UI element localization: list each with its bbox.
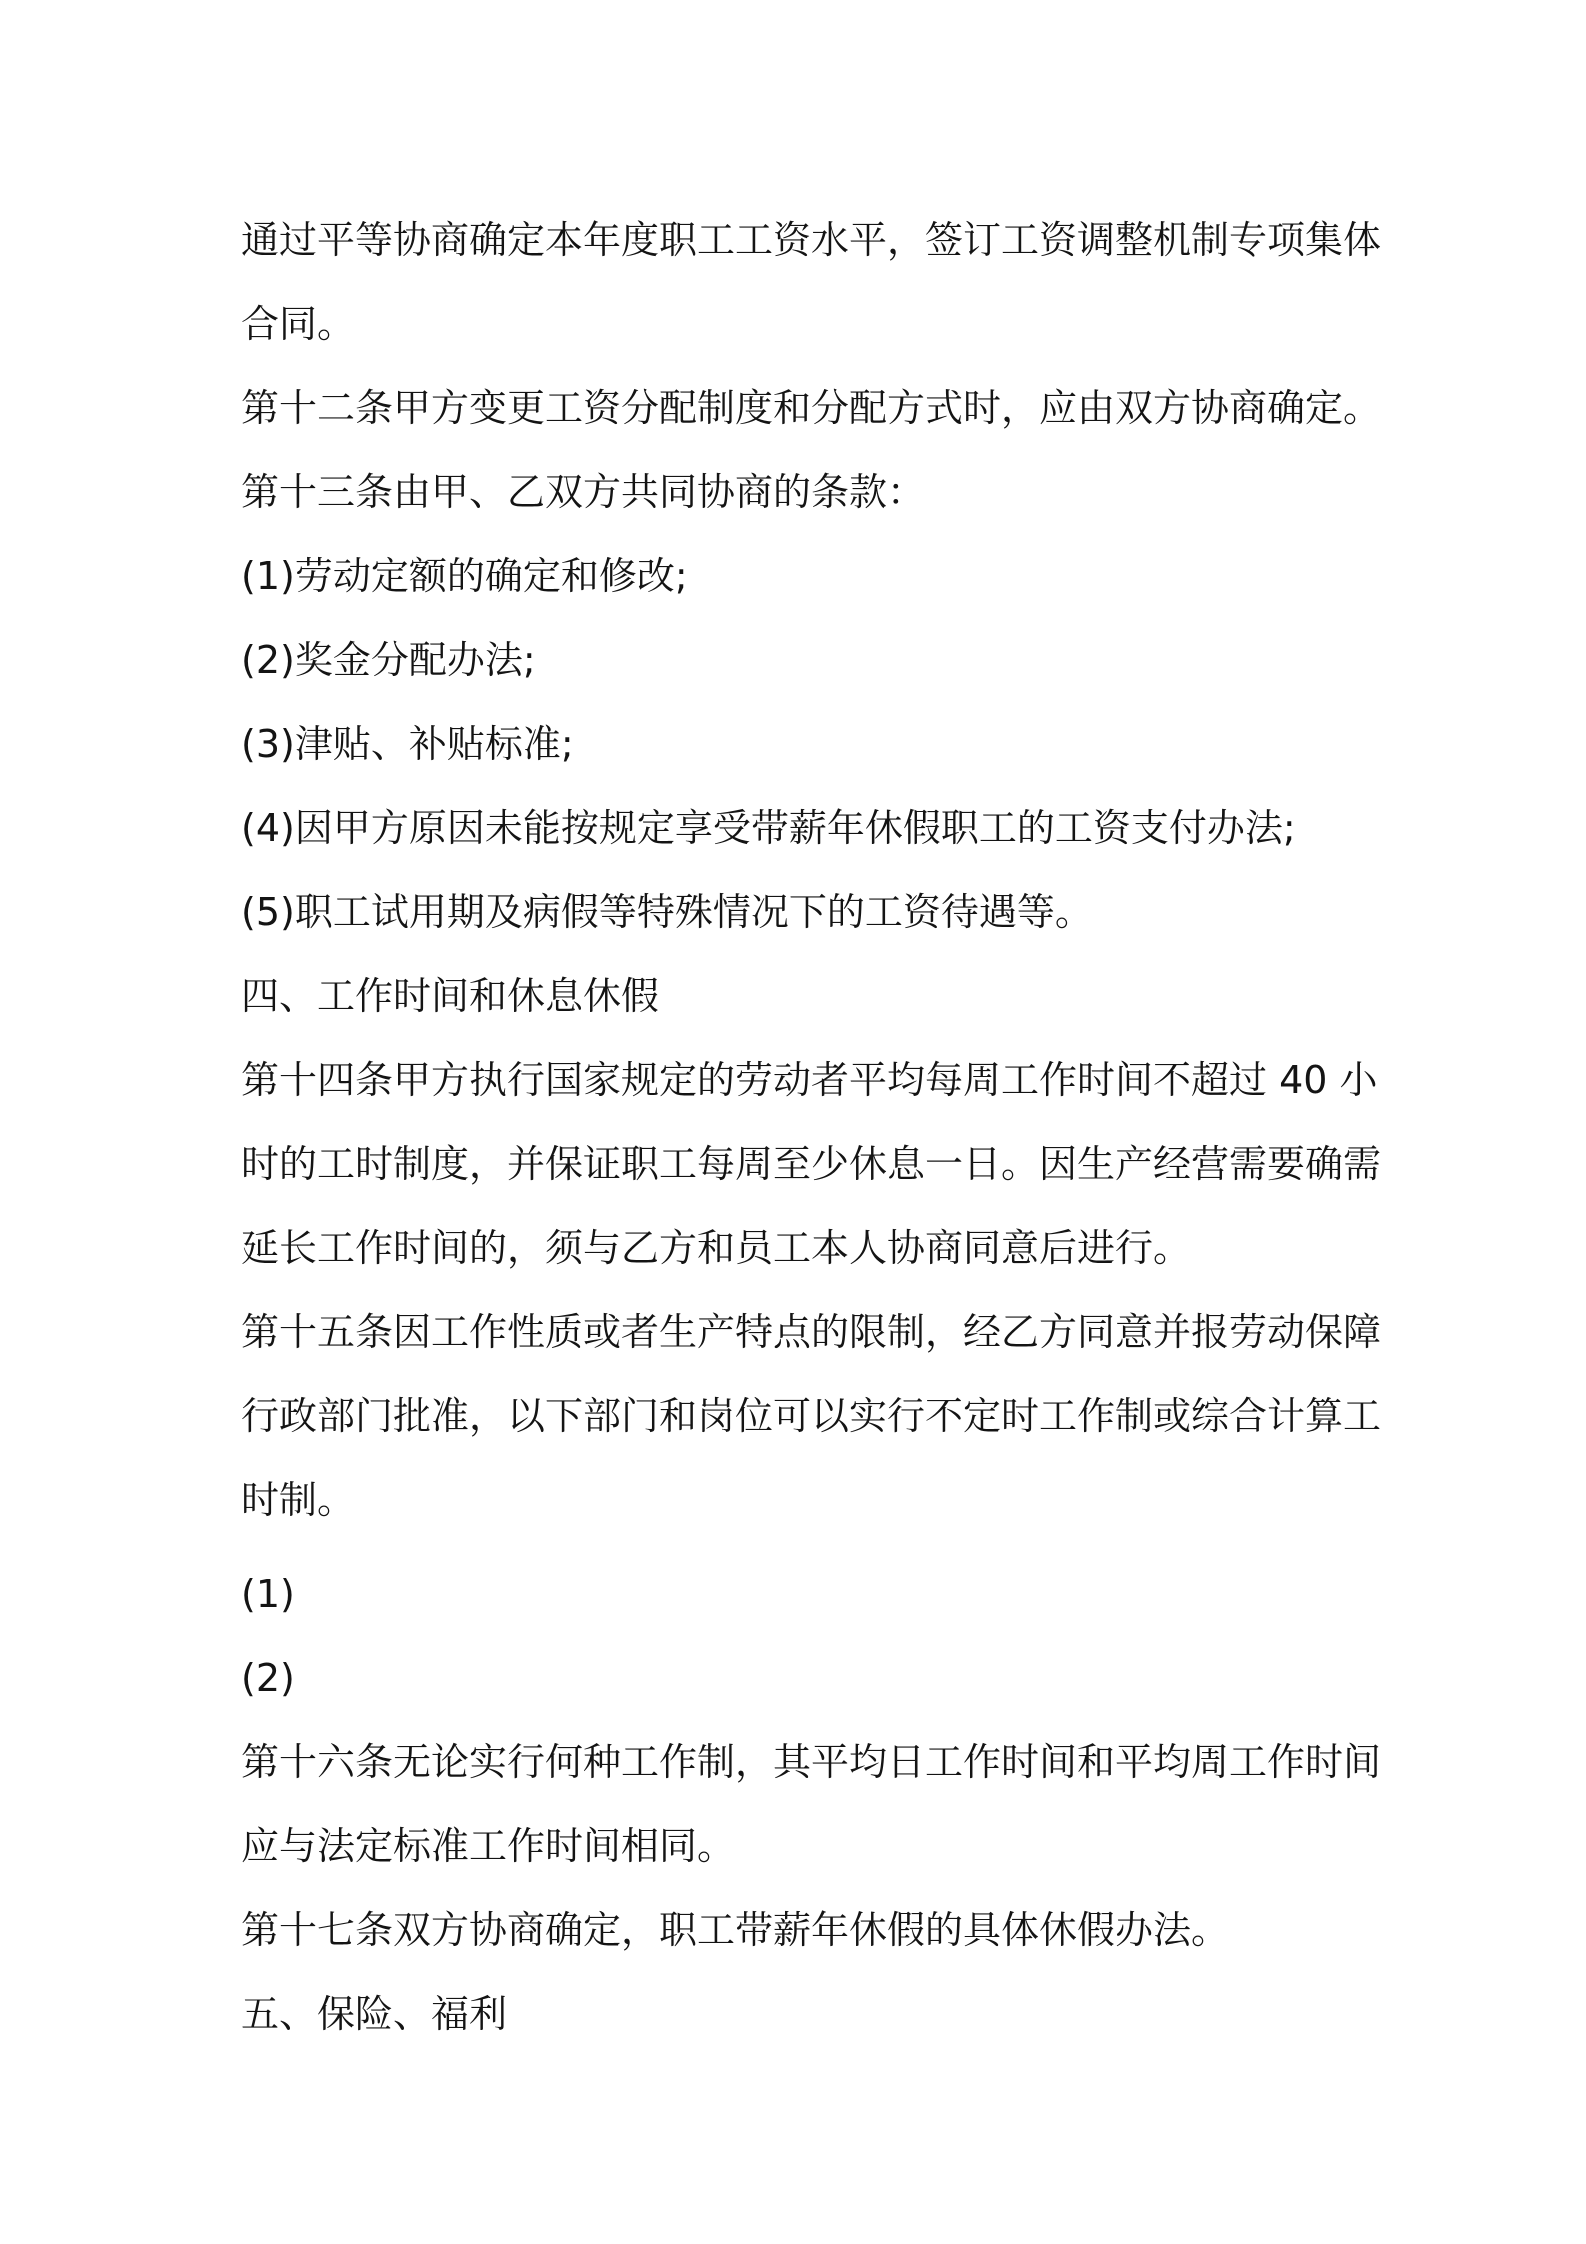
article-14-line: 时的工时制度，并保证职工每周至少休息一日。因生产经营需要确需 bbox=[241, 1142, 1382, 1186]
article-14-line: 第十四条甲方执行国家规定的劳动者平均每周工作时间不超过 40 小 bbox=[241, 1058, 1378, 1102]
list-item-blank-2: (2) bbox=[241, 1656, 295, 1700]
list-item-2: (2)奖金分配办法; bbox=[241, 638, 536, 682]
article-16-line: 第十六条无论实行何种工作制，其平均日工作时间和平均周工作时间 bbox=[241, 1740, 1382, 1784]
article-17-line: 第十七条双方协商确定，职工带薪年休假的具体休假办法。 bbox=[241, 1908, 1230, 1952]
article-14-line: 延长工作时间的，须与乙方和员工本人协商同意后进行。 bbox=[241, 1226, 1192, 1270]
spacer bbox=[241, 1542, 1356, 1552]
article-15-line: 行政部门批准，以下部门和岗位可以实行不定时工作制或综合计算工 bbox=[241, 1394, 1382, 1438]
section-heading-5: 五、保险、福利 bbox=[241, 1992, 508, 2036]
paragraph-line: 通过平等协商确定本年度职工工资水平，签订工资调整机制专项集体 bbox=[241, 218, 1382, 262]
article-16-line: 应与法定标准工作时间相同。 bbox=[241, 1824, 736, 1868]
list-item-5: (5)职工试用期及病假等特殊情况下的工资待遇等。 bbox=[241, 890, 1093, 934]
list-item-1: (1)劳动定额的确定和修改; bbox=[241, 554, 688, 598]
list-item-3: (3)津贴、补贴标准; bbox=[241, 722, 574, 766]
paragraph-line: 合同。 bbox=[241, 302, 356, 346]
article-15-line: 时制。 bbox=[241, 1478, 356, 1522]
article-15-line: 第十五条因工作性质或者生产特点的限制，经乙方同意并报劳动保障 bbox=[241, 1310, 1382, 1354]
list-item-blank-1: (1) bbox=[241, 1572, 295, 1616]
article-12-line: 第十二条甲方变更工资分配制度和分配方式时，应由双方协商确定。 bbox=[241, 386, 1382, 430]
section-heading-4: 四、工作时间和休息休假 bbox=[241, 974, 660, 1018]
article-13-line: 第十三条由甲、乙双方共同协商的条款： bbox=[241, 470, 926, 514]
list-item-4: (4)因甲方原因未能按规定享受带薪年休假职工的工资支付办法; bbox=[241, 806, 1296, 850]
